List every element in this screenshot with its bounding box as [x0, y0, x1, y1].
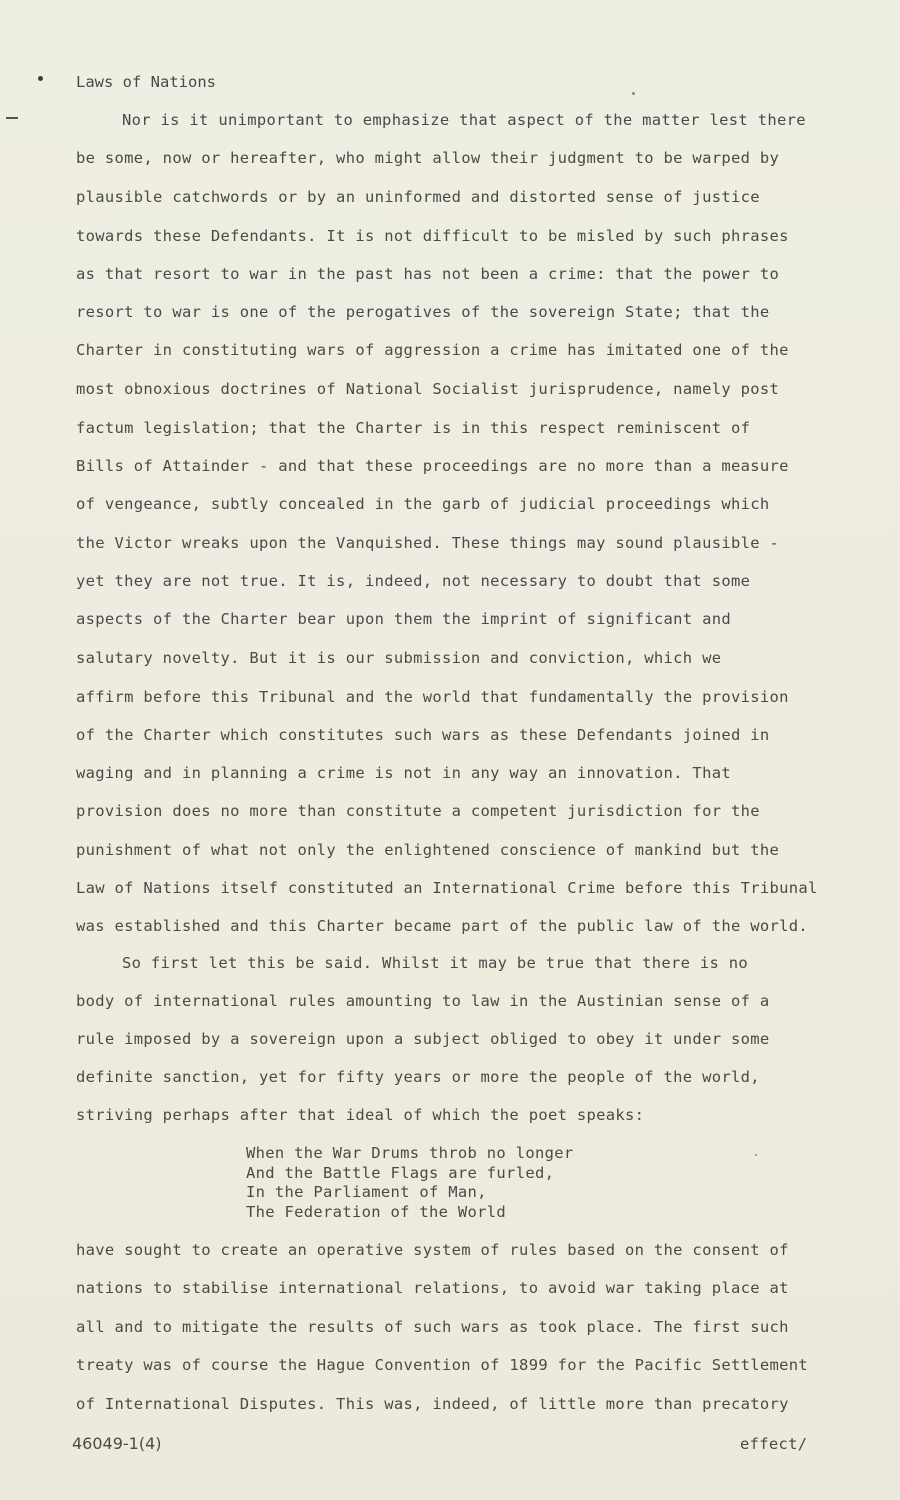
text-line: rule imposed by a sovereign upon a subject obliged to obey it under some: [76, 1030, 770, 1048]
text-line: was established and this Charter became part of the public law of the world.: [76, 917, 809, 935]
text-line: So first let this be said. Whilst it may be true that there is no: [122, 954, 749, 972]
poem-line: And the Battle Flags are furled,: [246, 1164, 555, 1182]
bullet-dot: [38, 76, 43, 81]
text-line: of the Charter which constitutes such wars as these Defendants joined in: [76, 726, 770, 744]
document-reference: 46049-1(4): [72, 1434, 162, 1453]
text-line: of vengeance, subtly concealed in the garb of judicial proceedings which: [76, 495, 770, 513]
paper-speck: [632, 92, 635, 95]
text-line: most obnoxious doctrines of National Socialist jurisprudence, namely post: [76, 380, 780, 398]
text-line: as that resort to war in the past has not been a crime: that the power to: [76, 265, 780, 283]
text-line: salutary novelty. But it is our submission and conviction, which we: [76, 649, 722, 667]
text-line: punishment of what not only the enlightened conscience of mankind but the: [76, 841, 780, 859]
margin-mark: [6, 117, 18, 119]
text-line: towards these Defendants. It is not difficult to be misled by such phrases: [76, 227, 789, 245]
text-line: body of international rules amounting to law in the Austinian sense of a: [76, 992, 770, 1010]
poem-line: The Federation of the World: [246, 1203, 507, 1221]
poem-line: In the Parliament of Man,: [246, 1183, 487, 1201]
text-line: striving perhaps after that ideal of which the poet speaks:: [76, 1106, 645, 1124]
text-line: have sought to create an operative system of rules based on the consent of: [76, 1241, 789, 1259]
text-line: definite sanction, yet for fifty years or more the people of the world,: [76, 1068, 760, 1086]
text-line: yet they are not true. It is, indeed, not necessary to doubt that some: [76, 572, 751, 590]
text-line: Nor is it unimportant to emphasize that aspect of the matter lest there: [122, 111, 806, 129]
text-line: Bills of Attainder - and that these proceedings are no more than a measure: [76, 457, 789, 475]
text-line: plausible catchwords or by an uninformed and distorted sense of justice: [76, 188, 760, 206]
text-line: of International Disputes. This was, indeed, of little more than precatory: [76, 1395, 789, 1413]
text-line: waging and in planning a crime is not in any way an innovation. That: [76, 764, 731, 782]
text-line: Charter in constituting wars of aggression a crime has imitated one of the: [76, 341, 789, 359]
text-line: treaty was of course the Hague Convention of 1899 for the Pacific Settlement: [76, 1356, 809, 1374]
paper-speck: [755, 1154, 757, 1156]
text-line: be some, now or hereafter, who might allow their judgment to be warped by: [76, 149, 780, 167]
text-line: the Victor wreaks upon the Vanquished. These things may sound plausible -: [76, 534, 780, 552]
text-line: provision does no more than constitute a competent jurisdiction for the: [76, 802, 760, 820]
text-line: all and to mitigate the results of such wars as took place. The first such: [76, 1318, 789, 1336]
text-line: nations to stabilise international relations, to avoid war taking place at: [76, 1279, 789, 1297]
text-line: affirm before this Tribunal and the world that fundamentally the provision: [76, 688, 789, 706]
text-line: aspects of the Charter bear upon them the imprint of significant and: [76, 610, 731, 628]
text-line: Law of Nations itself constituted an International Crime before this Tribunal: [76, 879, 818, 897]
section-heading: Laws of Nations: [76, 73, 216, 91]
poem-line: When the War Drums throb no longer: [246, 1144, 574, 1162]
text-line: factum legislation; that the Charter is in this respect reminiscent of: [76, 419, 751, 437]
text-line: resort to war is one of the perogatives of the sovereign State; that the: [76, 303, 770, 321]
catchword: effect/: [740, 1435, 808, 1453]
